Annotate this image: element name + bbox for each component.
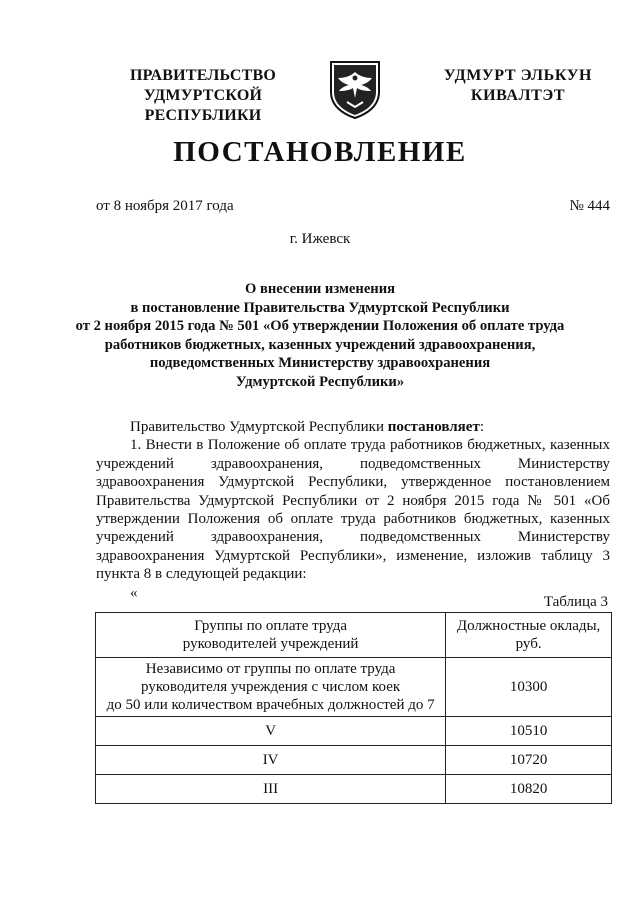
- salary-cell: 10300: [446, 658, 612, 717]
- intro-suffix: :: [479, 419, 484, 435]
- header-group-line: Группы по оплате труда: [194, 618, 348, 634]
- group-cell: V: [96, 717, 446, 746]
- group-cell-line: руководителя учреждения с числом коек: [141, 679, 401, 695]
- group-cell: IV: [96, 746, 446, 775]
- subject-line: от 2 ноября 2015 года № 501 «Об утверждении Положения об оплате труда: [75, 318, 565, 335]
- document-header: [0, 58, 640, 122]
- group-cell: III: [96, 775, 446, 804]
- table-row: [96, 658, 612, 717]
- subject-line: в постановление Правительства Удмуртской Республики: [130, 299, 510, 316]
- intro-paragraph: [96, 418, 610, 436]
- document-type-title: ПОСТАНОВЛЕНИЕ: [173, 136, 467, 168]
- header-salary-line: руб.: [515, 636, 542, 652]
- table-header-row: [96, 613, 612, 658]
- org-name-udmurt-line1: УДМУРТ ЭЛЬКУН: [443, 67, 593, 84]
- org-name-russian-line1: ПРАВИТЕЛЬСТВО: [129, 67, 277, 84]
- header-salary-cell: [446, 613, 612, 658]
- group-cell-line: до 50 или количеством врачебных должностей до 7: [106, 697, 435, 713]
- intro-prefix: Правительство Удмуртской Республики: [130, 419, 388, 435]
- intro-decree-word: постановляет: [387, 419, 480, 435]
- header-salary-line: Должностные оклады,: [456, 618, 601, 634]
- header-group-line: руководителей учреждений: [182, 636, 359, 652]
- document-number: № 444: [569, 198, 610, 214]
- document-body: [96, 418, 610, 602]
- document-city: г. Ижевск: [289, 231, 351, 247]
- subject-line: подведомственных Министерству здравоохранения: [149, 355, 491, 372]
- org-name-russian: [88, 66, 318, 126]
- group-cell: [96, 658, 446, 717]
- table-row: [96, 717, 612, 746]
- salary-table: [95, 612, 612, 804]
- subject-line: Удмуртской Республики»: [235, 373, 405, 390]
- group-cell-line: Независимо от группы по оплате труда: [145, 661, 396, 677]
- salary-cell: 10820: [446, 775, 612, 804]
- org-name-russian-line2: УДМУРТСКОЙ РЕСПУБЛИКИ: [143, 87, 263, 124]
- org-name-udmurt: [428, 66, 608, 106]
- table-row: [96, 746, 612, 775]
- table-row: [96, 775, 612, 804]
- coat-of-arms-icon: [325, 58, 385, 120]
- document-subject: [60, 280, 580, 392]
- opening-quote: «: [130, 584, 138, 601]
- document-date: от 8 ноября 2017 года: [96, 198, 234, 214]
- subject-line: О внесении изменения: [244, 281, 396, 297]
- org-name-udmurt-line2: КИВАЛТЭТ: [470, 87, 566, 104]
- subject-line: работников бюджетных, казенных учреждений здравоохранения,: [104, 336, 536, 353]
- table-caption: Таблица 3: [543, 594, 608, 610]
- salary-cell: 10510: [446, 717, 612, 746]
- header-group-cell: [96, 613, 446, 658]
- salary-cell: 10720: [446, 746, 612, 775]
- item-1-paragraph: 1. Внести в Положение об оплате труда работников бюджетных, казенных учреждений здравоохранения, подведомственных Министерству здравоохранения Удмуртской Республики, утвержденное постановлением Правительства Удмуртской Республики от 2 ноября 2015 года № 501 «Об утверждении Положения об оплате труда работников бюджетных, казенных учреждений здравоохранения, подведомственных Министерству здравоохранения Удмуртской Республики», изменение, изложив таблицу 3 пункта 8 в следующей редакции:: [96, 437, 610, 583]
